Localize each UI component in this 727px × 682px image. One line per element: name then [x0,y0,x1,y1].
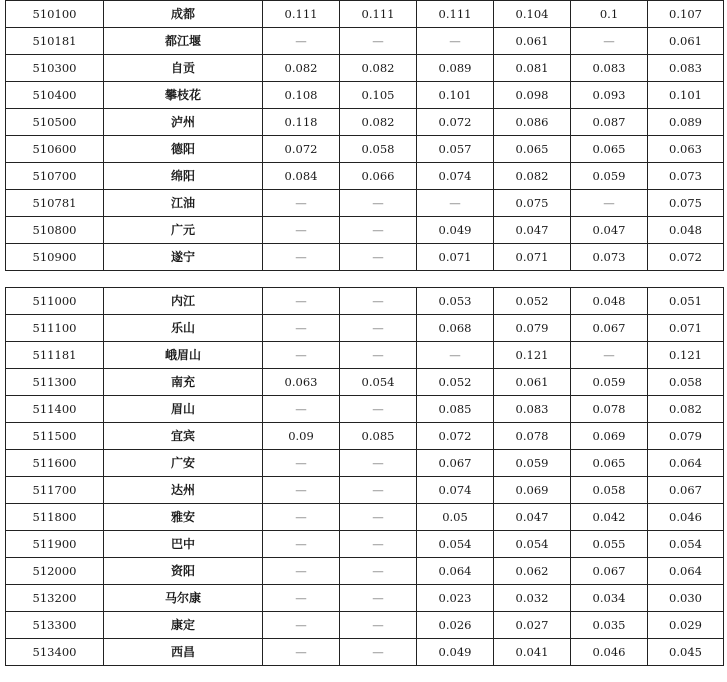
value-cell: — [340,558,417,585]
city-name-cell: 马尔康 [104,585,263,612]
value-cell: 0.085 [417,396,494,423]
table-row [6,342,724,369]
region-code-cell: 510600 [6,136,104,163]
value-cell: 0.064 [648,450,724,477]
value-cell: — [340,612,417,639]
city-name-cell: 南充 [104,369,263,396]
region-code-cell: 511181 [6,342,104,369]
value-cell: 0.065 [494,136,571,163]
value-cell: 0.101 [417,82,494,109]
table-row [6,1,724,28]
table-body-part-1 [6,1,724,271]
page-break-gap [0,278,727,287]
value-cell: 0.098 [494,82,571,109]
value-cell: 0.066 [340,163,417,190]
value-cell: 0.108 [263,82,340,109]
value-cell: — [263,639,340,666]
city-name-cell: 达州 [104,477,263,504]
value-cell: — [417,342,494,369]
city-name-cell: 乐山 [104,315,263,342]
value-cell: 0.05 [417,504,494,531]
value-cell: 0.067 [571,558,648,585]
value-cell: 0.054 [648,531,724,558]
value-cell: 0.047 [571,217,648,244]
value-cell: 0.082 [340,55,417,82]
value-cell: 0.1 [571,1,648,28]
value-cell: — [263,450,340,477]
value-cell: 0.072 [648,244,724,271]
value-cell: 0.049 [417,217,494,244]
value-cell: 0.071 [648,315,724,342]
region-code-cell: 511100 [6,315,104,342]
table-row [6,190,724,217]
city-name-cell: 广安 [104,450,263,477]
region-code-cell: 511700 [6,477,104,504]
region-code-cell: 510181 [6,28,104,55]
value-cell: 0.058 [340,136,417,163]
value-cell: 0.087 [571,109,648,136]
value-cell: 0.023 [417,585,494,612]
value-cell: 0.082 [340,109,417,136]
value-cell: — [263,244,340,271]
table-row [6,558,724,585]
value-cell: 0.083 [494,396,571,423]
region-code-cell: 511500 [6,423,104,450]
value-cell: 0.101 [648,82,724,109]
table-row [6,288,724,315]
value-cell: 0.093 [571,82,648,109]
value-cell: 0.089 [417,55,494,82]
city-name-cell: 眉山 [104,396,263,423]
table-row [6,612,724,639]
value-cell: 0.104 [494,1,571,28]
value-cell: 0.061 [494,369,571,396]
data-table-part-1 [5,0,724,271]
value-cell: 0.082 [648,396,724,423]
value-cell: 0.069 [571,423,648,450]
value-cell: — [340,244,417,271]
city-name-cell: 遂宁 [104,244,263,271]
value-cell: 0.059 [571,369,648,396]
value-cell: 0.052 [417,369,494,396]
value-cell: 0.062 [494,558,571,585]
table-row [6,217,724,244]
value-cell: 0.054 [340,369,417,396]
value-cell: — [263,612,340,639]
value-cell: 0.084 [263,163,340,190]
region-code-cell: 510800 [6,217,104,244]
value-cell: — [340,28,417,55]
value-cell: 0.032 [494,585,571,612]
value-cell: 0.027 [494,612,571,639]
value-cell: 0.085 [340,423,417,450]
value-cell: 0.052 [494,288,571,315]
table-row [6,423,724,450]
value-cell: 0.029 [648,612,724,639]
value-cell: 0.111 [340,1,417,28]
value-cell: — [571,28,648,55]
value-cell: 0.111 [263,1,340,28]
city-name-cell: 内江 [104,288,263,315]
value-cell: 0.069 [494,477,571,504]
value-cell: 0.121 [494,342,571,369]
table-row [6,109,724,136]
region-code-cell: 511600 [6,450,104,477]
table-row [6,136,724,163]
city-name-cell: 巴中 [104,531,263,558]
city-name-cell: 江油 [104,190,263,217]
value-cell: — [263,585,340,612]
value-cell: 0.107 [648,1,724,28]
value-cell: 0.068 [417,315,494,342]
value-cell: 0.072 [263,136,340,163]
value-cell: 0.026 [417,612,494,639]
city-name-cell: 泸州 [104,109,263,136]
region-code-cell: 511900 [6,531,104,558]
region-code-cell: 510500 [6,109,104,136]
value-cell: 0.059 [571,163,648,190]
value-cell: 0.079 [648,423,724,450]
table-row [6,477,724,504]
city-name-cell: 资阳 [104,558,263,585]
value-cell: — [263,396,340,423]
value-cell: — [417,190,494,217]
value-cell: 0.063 [263,369,340,396]
value-cell: 0.075 [648,190,724,217]
value-cell: 0.072 [417,423,494,450]
region-code-cell: 511400 [6,396,104,423]
value-cell: 0.054 [494,531,571,558]
table-row [6,450,724,477]
table-row [6,82,724,109]
value-cell: — [263,288,340,315]
value-cell: 0.047 [494,504,571,531]
value-cell: 0.059 [494,450,571,477]
value-cell: 0.064 [417,558,494,585]
city-name-cell: 西昌 [104,639,263,666]
value-cell: 0.09 [263,423,340,450]
value-cell: — [263,477,340,504]
value-cell: — [340,639,417,666]
value-cell: — [340,190,417,217]
table-row [6,396,724,423]
value-cell: — [571,190,648,217]
city-name-cell: 成都 [104,1,263,28]
city-name-cell: 宜宾 [104,423,263,450]
value-cell: 0.065 [571,450,648,477]
value-cell: — [263,28,340,55]
table-row [6,55,724,82]
table-row [6,531,724,558]
value-cell: 0.073 [571,244,648,271]
city-name-cell: 攀枝花 [104,82,263,109]
value-cell: 0.078 [494,423,571,450]
table-row [6,163,724,190]
value-cell: 0.053 [417,288,494,315]
value-cell: 0.054 [417,531,494,558]
value-cell: — [340,342,417,369]
value-cell: 0.063 [648,136,724,163]
value-cell: 0.071 [417,244,494,271]
value-cell: 0.034 [571,585,648,612]
region-code-cell: 511800 [6,504,104,531]
region-code-cell: 511300 [6,369,104,396]
value-cell: 0.111 [417,1,494,28]
city-name-cell: 峨眉山 [104,342,263,369]
value-cell: 0.074 [417,163,494,190]
value-cell: 0.058 [648,369,724,396]
value-cell: 0.073 [648,163,724,190]
value-cell: — [340,450,417,477]
value-cell: — [263,217,340,244]
value-cell: 0.065 [571,136,648,163]
value-cell: 0.078 [571,396,648,423]
value-cell: 0.045 [648,639,724,666]
value-cell: — [263,531,340,558]
region-code-cell: 510700 [6,163,104,190]
table-row [6,369,724,396]
table-body-part-2 [6,288,724,666]
value-cell: 0.083 [571,55,648,82]
region-code-cell: 510400 [6,82,104,109]
value-cell: 0.064 [648,558,724,585]
value-cell: 0.121 [648,342,724,369]
value-cell: 0.089 [648,109,724,136]
value-cell: 0.082 [494,163,571,190]
value-cell: 0.041 [494,639,571,666]
region-code-cell: 510300 [6,55,104,82]
value-cell: 0.086 [494,109,571,136]
value-cell: — [340,217,417,244]
value-cell: — [340,477,417,504]
value-cell: 0.067 [571,315,648,342]
region-code-cell: 513400 [6,639,104,666]
region-code-cell: 510900 [6,244,104,271]
value-cell: 0.067 [648,477,724,504]
value-cell: — [417,28,494,55]
value-cell: 0.048 [648,217,724,244]
table-row [6,315,724,342]
city-name-cell: 康定 [104,612,263,639]
value-cell: 0.105 [340,82,417,109]
region-code-cell: 510781 [6,190,104,217]
value-cell: 0.075 [494,190,571,217]
city-name-cell: 自贡 [104,55,263,82]
table-row [6,504,724,531]
value-cell: 0.055 [571,531,648,558]
value-cell: 0.057 [417,136,494,163]
data-table-part-2 [5,287,724,666]
value-cell: 0.030 [648,585,724,612]
city-name-cell: 广元 [104,217,263,244]
value-cell: 0.042 [571,504,648,531]
city-name-cell: 绵阳 [104,163,263,190]
city-name-cell: 都江堰 [104,28,263,55]
region-code-cell: 513300 [6,612,104,639]
value-cell: — [340,585,417,612]
value-cell: 0.048 [571,288,648,315]
value-cell: — [263,190,340,217]
value-cell: 0.046 [571,639,648,666]
value-cell: 0.061 [648,28,724,55]
value-cell: 0.051 [648,288,724,315]
city-name-cell: 雅安 [104,504,263,531]
value-cell: 0.058 [571,477,648,504]
region-code-cell: 510100 [6,1,104,28]
value-cell: — [263,504,340,531]
value-cell: — [340,504,417,531]
value-cell: 0.083 [648,55,724,82]
value-cell: 0.072 [417,109,494,136]
value-cell: 0.071 [494,244,571,271]
value-cell: 0.047 [494,217,571,244]
value-cell: 0.046 [648,504,724,531]
value-cell: — [263,315,340,342]
value-cell: — [340,396,417,423]
value-cell: 0.081 [494,55,571,82]
table-row [6,28,724,55]
region-code-cell: 511000 [6,288,104,315]
value-cell: — [263,342,340,369]
value-cell: — [340,288,417,315]
value-cell: 0.079 [494,315,571,342]
value-cell: 0.061 [494,28,571,55]
value-cell: — [340,315,417,342]
table-row [6,639,724,666]
value-cell: 0.082 [263,55,340,82]
value-cell: — [340,531,417,558]
value-cell: 0.067 [417,450,494,477]
value-cell: 0.035 [571,612,648,639]
value-cell: — [263,558,340,585]
value-cell: 0.074 [417,477,494,504]
region-code-cell: 512000 [6,558,104,585]
value-cell: 0.049 [417,639,494,666]
city-name-cell: 德阳 [104,136,263,163]
table-row [6,244,724,271]
region-code-cell: 513200 [6,585,104,612]
value-cell: — [571,342,648,369]
table-row [6,585,724,612]
value-cell: 0.118 [263,109,340,136]
